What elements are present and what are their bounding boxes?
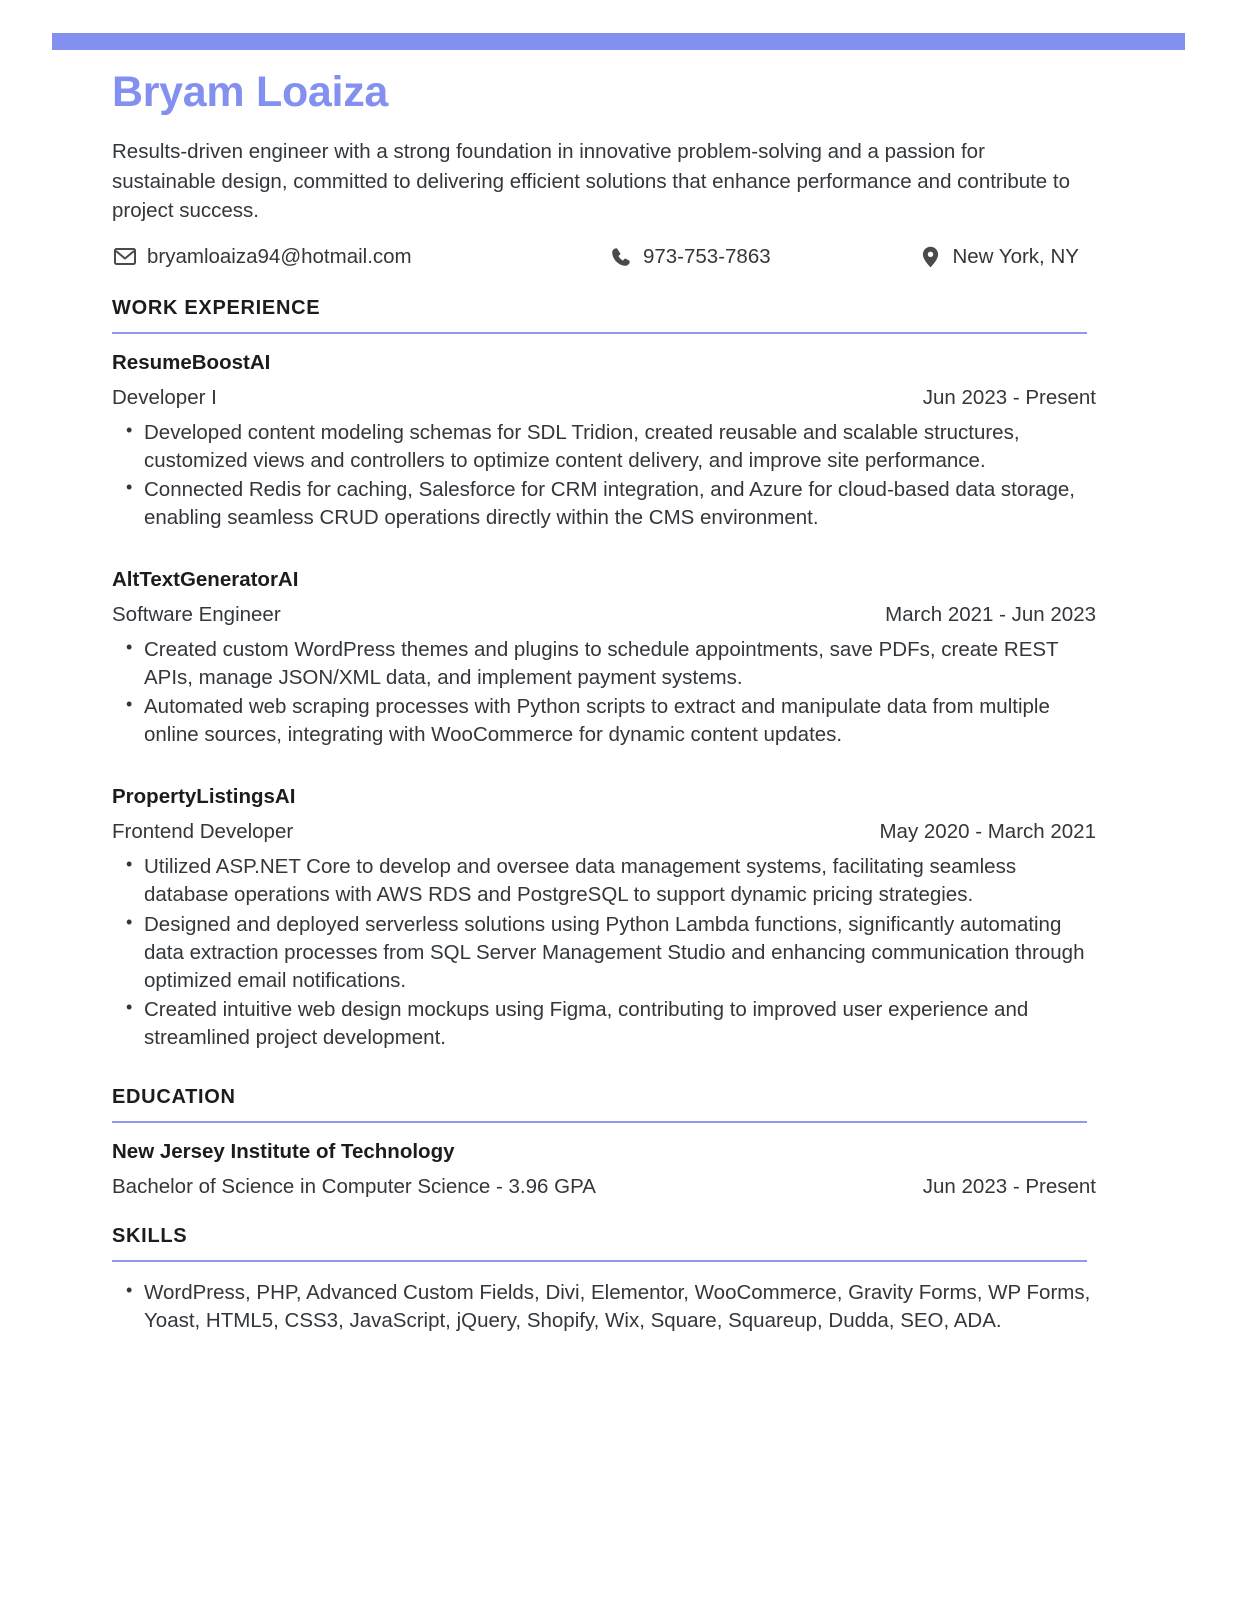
spacer <box>112 771 1096 785</box>
work-entry <box>112 568 1096 749</box>
list-item: • Automated web scraping processes with Python scripts to extract and manipulate data from multiple online sources, integrating with WooCommerce for dynamic content updates. <box>112 693 1096 749</box>
work-entry-bullets <box>112 419 1096 532</box>
work-entry-date: March 2021 - Jun 2023 <box>885 603 1096 627</box>
list-item: • Created intuitive web design mockups using Figma, contributing to improved user experience and streamlined project development. <box>112 996 1096 1052</box>
work-entry <box>112 785 1096 1052</box>
education-entry <box>112 1140 1096 1199</box>
list-item: • Created custom WordPress themes and plugins to schedule appointments, save PDFs, create REST APIs, manage JSON/XML data, and implement payment systems. <box>112 636 1096 692</box>
list-item: • Developed content modeling schemas for SDL Tridion, created reusable and scalable structures, customized views and controllers to optimize content delivery, and improve site performance. <box>112 419 1096 475</box>
section-title-education: EDUCATION <box>112 1085 236 1108</box>
spacer <box>112 1056 1096 1086</box>
contact-phone[interactable] <box>608 245 917 269</box>
contact-email-text: bryamloaiza94@hotmail.com <box>147 244 412 268</box>
work-entry-org: AltTextGeneratorAI <box>112 568 299 592</box>
section-title-skills: SKILLS <box>112 1224 188 1247</box>
list-item: • Connected Redis for caching, Salesforce for CRM integration, and Azure for cloud-based data storage, enabling seamless CRUD operations directly within the CMS environment. <box>112 476 1096 532</box>
section-divider-skills <box>112 1260 1087 1262</box>
education-meta <box>112 1175 1096 1199</box>
professional-summary: Results-driven engineer with a strong foundation in innovative problem-solving and a passion for sustainable design, committed to delivering efficient solutions that enhance performance and contribute to project success. <box>112 140 1071 222</box>
resume-content <box>112 68 1096 1339</box>
contact-row <box>112 245 1096 269</box>
education-degree: Bachelor of Science in Computer Science - 3.96 GPA <box>112 1174 596 1198</box>
work-entry-date: Jun 2023 - Present <box>922 385 1096 409</box>
work-entry-org: PropertyListingsAI <box>112 785 296 809</box>
work-entry-date: May 2020 - March 2021 <box>879 820 1096 844</box>
work-entry-role: Developer I <box>112 385 217 409</box>
work-entry <box>112 351 1096 532</box>
education-school: New Jersey Institute of Technology <box>112 1139 455 1163</box>
work-entry-role: Frontend Developer <box>112 820 294 844</box>
list-item: • Designed and deployed serverless solutions using Python Lambda functions, significantly automating data extraction processes from SQL Server Management Studio and enhancing communication through optimized email notifications. <box>112 911 1096 995</box>
spacer <box>112 1203 1096 1225</box>
section-skills <box>112 1225 1096 1335</box>
spacer <box>112 554 1096 568</box>
list-item: • WordPress, PHP, Advanced Custom Fields, Divi, Elementor, WooCommerce, Gravity Forms, WP Forms, Yoast, HTML5, CSS3, JavaScript, jQuery, Shopify, Wix, Square, Squareup, Dudda, SEO, ADA. <box>112 1279 1096 1335</box>
education-date: Jun 2023 - Present <box>922 1174 1096 1198</box>
contact-email[interactable] <box>112 245 608 269</box>
phone-icon <box>608 245 634 269</box>
section-work-experience <box>112 297 1096 1052</box>
resume-header <box>112 68 1096 269</box>
work-entry-bullets <box>112 853 1096 1052</box>
section-education <box>112 1086 1096 1199</box>
work-entry-role: Software Engineer <box>112 603 281 627</box>
work-entry-meta <box>112 603 1096 627</box>
list-item: • Utilized ASP.NET Core to develop and oversee data management systems, facilitating seamless database operations with AWS RDS and PostgreSQL to support dynamic pricing strategies. <box>112 853 1096 909</box>
contact-phone-text: 973-753-7863 <box>642 244 771 268</box>
candidate-name: Bryam Loaiza <box>112 68 389 116</box>
section-divider-education <box>112 1121 1087 1123</box>
contact-location-text: New York, NY <box>952 244 1079 268</box>
section-title-work: WORK EXPERIENCE <box>112 296 321 319</box>
section-divider-work <box>112 332 1087 334</box>
map-pin-icon <box>917 245 943 269</box>
work-entry-org: ResumeBoostAI <box>112 350 271 374</box>
skills-list <box>112 1279 1096 1335</box>
work-entry-meta <box>112 386 1096 410</box>
work-entry-bullets <box>112 636 1096 749</box>
work-entry-meta <box>112 820 1096 844</box>
envelope-icon <box>112 245 138 269</box>
contact-location <box>917 245 1096 269</box>
top-accent-bar <box>52 33 1185 50</box>
